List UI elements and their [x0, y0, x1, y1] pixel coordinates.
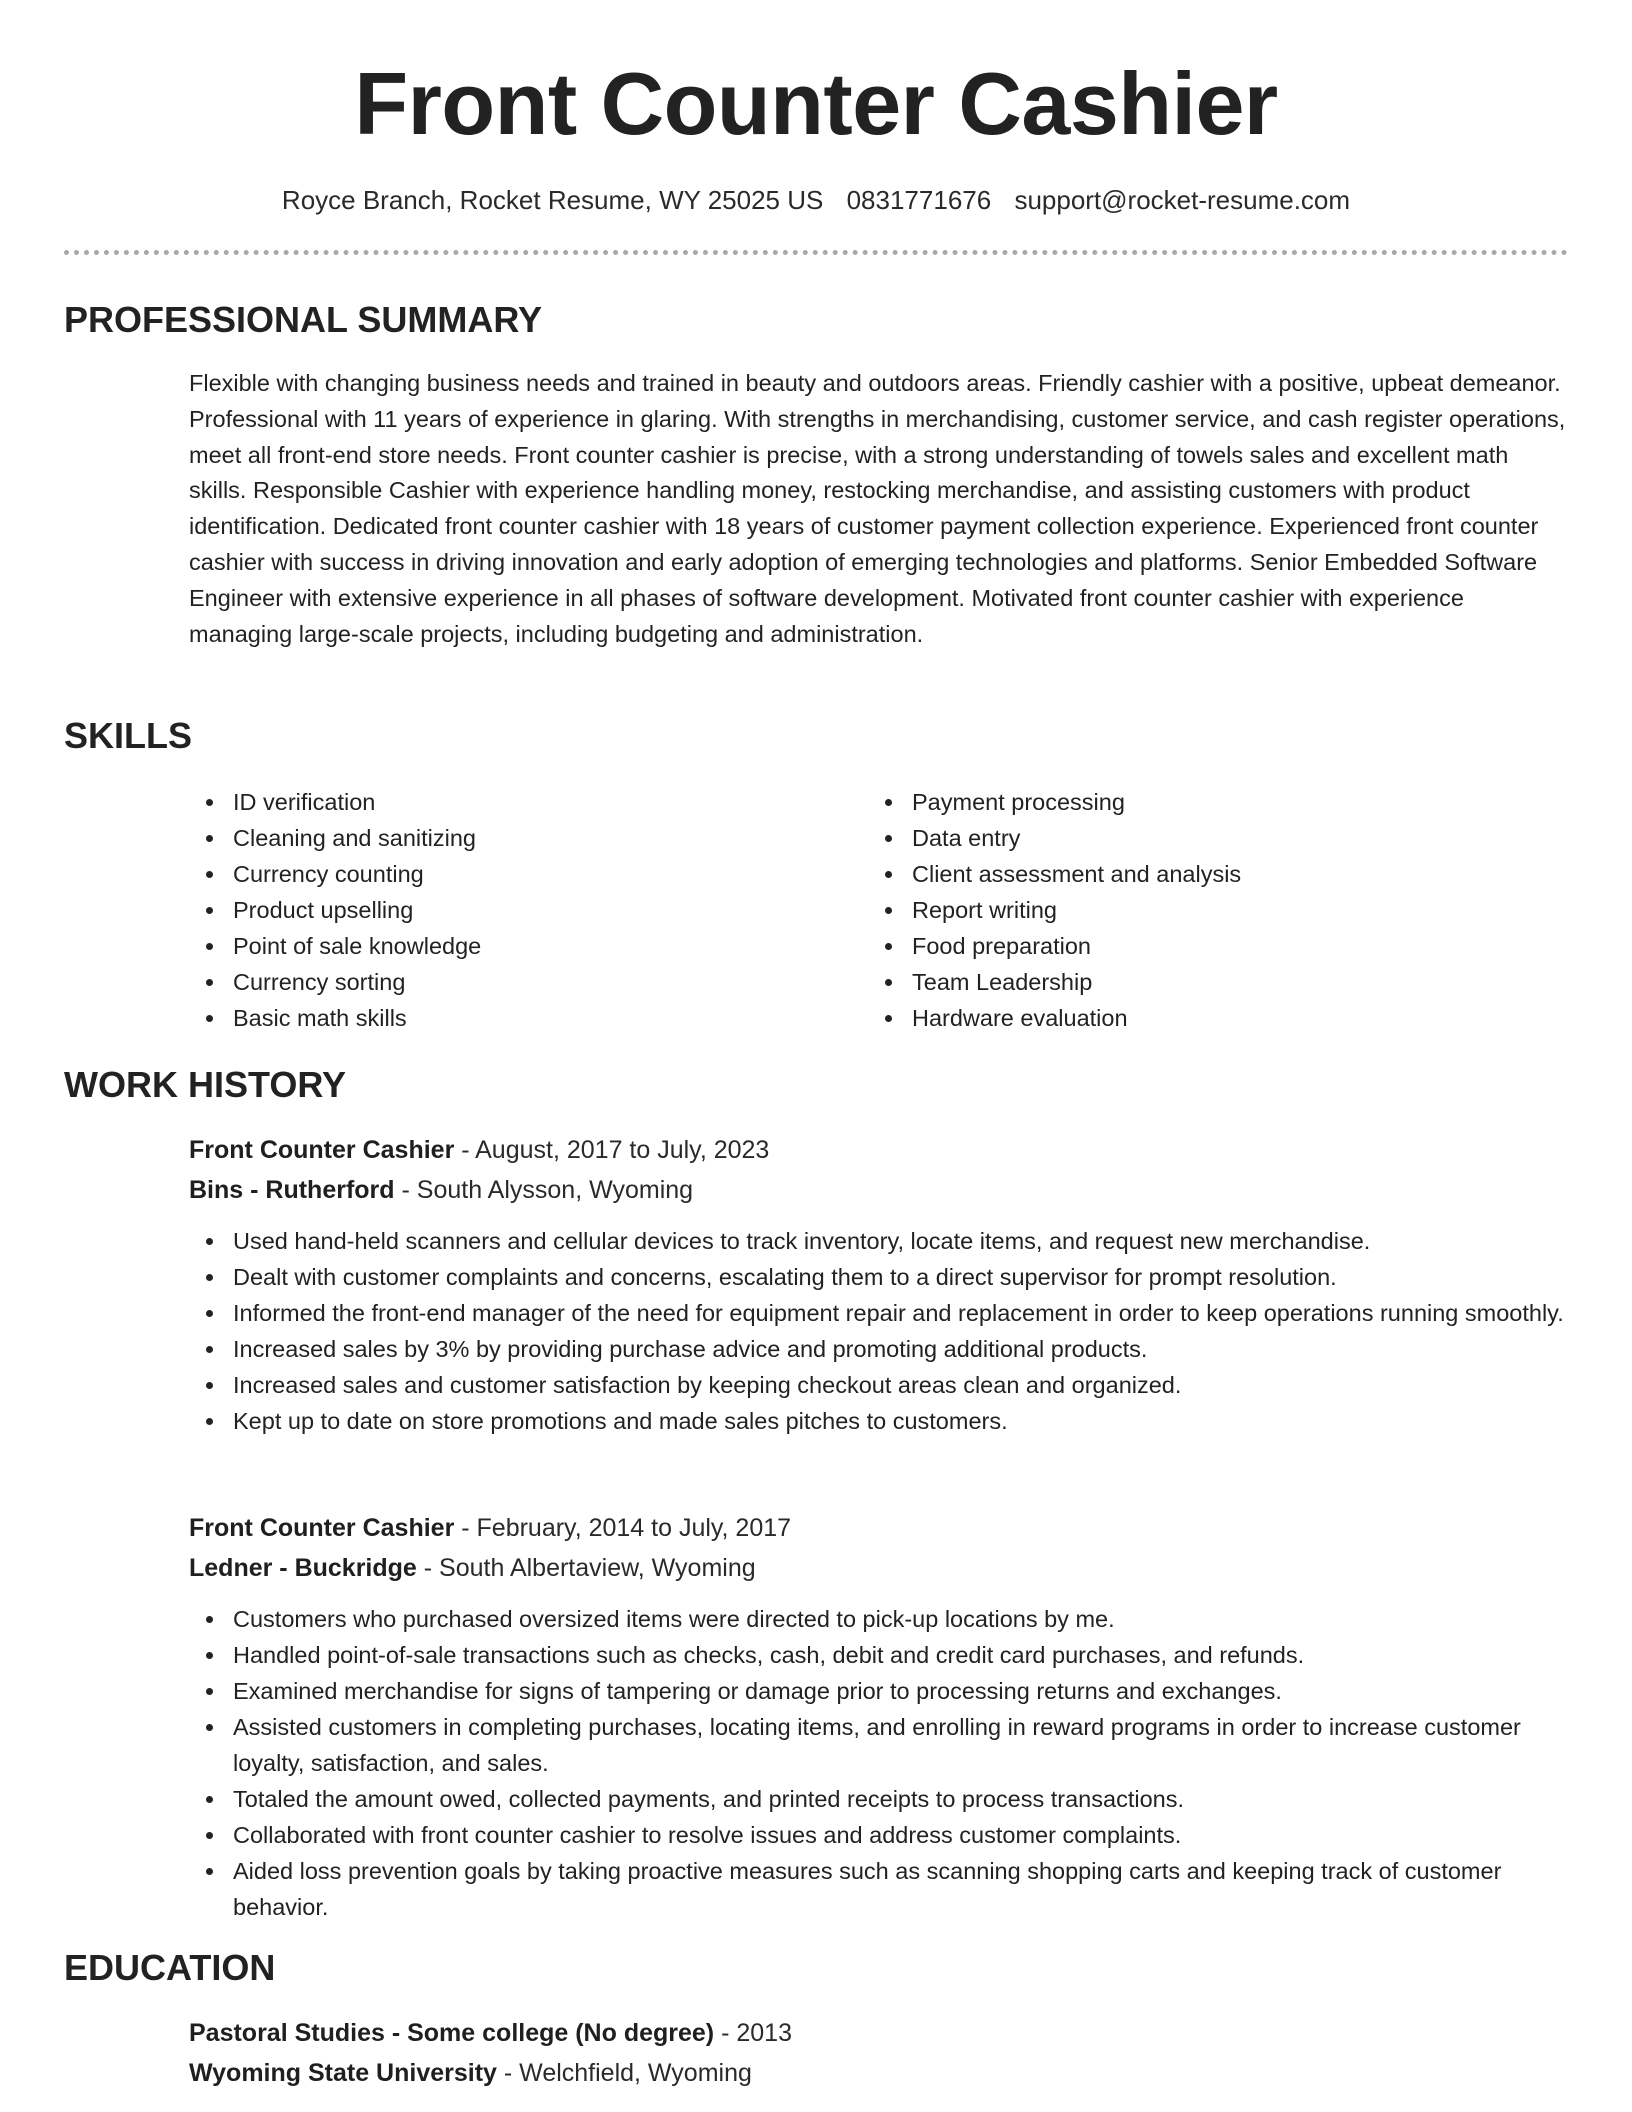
job-dates: - February, 2014 to July, 2017	[454, 1514, 792, 1542]
skill-item: Report writing	[868, 892, 1508, 928]
contact-phone: 0831771676	[846, 185, 992, 215]
job-company-line	[189, 1548, 756, 1588]
job-bullet: Used hand-held scanners and cellular devices to track inventory, locate items, and request new merchandise.	[189, 1223, 1567, 1259]
job-bullet: Kept up to date on store promotions and made sales pitches to customers.	[189, 1403, 1567, 1439]
summary-heading: PROFESSIONAL SUMMARY	[64, 299, 543, 340]
skill-item: Team Leadership	[868, 964, 1508, 1000]
job-bullets	[189, 1601, 1567, 1925]
job-bullet: Increased sales by 3% by providing purchase advice and promoting additional products.	[189, 1331, 1567, 1367]
skill-item: Currency sorting	[189, 964, 829, 1000]
job-bullet: Collaborated with front counter cashier to resolve issues and address customer complaints.	[189, 1817, 1567, 1853]
job-bullet: Aided loss prevention goals by taking proactive measures such as scanning shopping carts and keeping track of customer behavior.	[189, 1853, 1567, 1925]
education-year: - 2013	[714, 2019, 792, 2047]
job-role: Front Counter Cashier	[189, 1136, 455, 1164]
education-heading: EDUCATION	[64, 1947, 276, 1988]
skill-item: Hardware evaluation	[868, 1000, 1508, 1036]
job-bullet: Examined merchandise for signs of tampering or damage prior to processing returns and exchanges.	[189, 1673, 1567, 1709]
header-divider	[64, 250, 1568, 255]
skill-item: Payment processing	[868, 784, 1508, 820]
summary-text: Flexible with changing business needs and trained in beauty and outdoors areas. Friendly cashier with a positive, upbeat demeanor. Professional with 11 years of experience in glaring. With strengths in merchandising, customer service, and cash register operations, meet all front-end store needs. Front counter cashier is precise, with a strong understanding of towels sales and excellent math skills. Responsible Cashier with experience handling money, restocking merchandise, and assisting customers with product identification. Dedicated front counter cashier with 18 years of customer payment collection experience. Experienced front counter cashier with success in driving innovation and early adoption of emerging technologies and platforms. Senior Embedded Software Engineer with extensive experience in all phases of software development. Motivated front counter cashier with experience managing large-scale projects, including budgeting and administration.	[189, 370, 1566, 647]
skills-heading: SKILLS	[64, 715, 193, 756]
skill-item: Point of sale knowledge	[189, 928, 829, 964]
job-bullet: Increased sales and customer satisfaction by keeping checkout areas clean and organized.	[189, 1367, 1567, 1403]
job-role: Front Counter Cashier	[189, 1514, 455, 1542]
education-school: Wyoming State University	[189, 2059, 497, 2087]
job-dates: - August, 2017 to July, 2023	[454, 1136, 770, 1164]
job-bullet: Informed the front-end manager of the need for equipment repair and replacement in order to keep operations running smoothly.	[189, 1295, 1567, 1331]
contact-email[interactable]: support@rocket-resume.com	[1014, 185, 1351, 215]
education-school-line	[189, 2053, 752, 2093]
education-location: - Welchfield, Wyoming	[496, 2059, 752, 2087]
education-degree: Pastoral Studies - Some college (No degree)	[189, 2019, 715, 2047]
skill-item: Product upselling	[189, 892, 829, 928]
skill-item: Food preparation	[868, 928, 1508, 964]
work-history-heading: WORK HISTORY	[64, 1064, 347, 1105]
job-bullet: Totaled the amount owed, collected payments, and printed receipts to process transactions.	[189, 1781, 1567, 1817]
skill-item: Currency counting	[189, 856, 829, 892]
skill-item: Cleaning and sanitizing	[189, 820, 829, 856]
job-bullets	[189, 1223, 1567, 1439]
job-company: Ledner - Buckridge	[189, 1554, 417, 1582]
job-location: - South Albertaview, Wyoming	[416, 1554, 756, 1582]
job-bullet: Dealt with customer complaints and concerns, escalating them to a direct supervisor for prompt resolution.	[189, 1259, 1567, 1295]
job-title-line	[189, 1508, 791, 1548]
skills-list-left	[189, 784, 829, 1036]
contact-address: Royce Branch, Rocket Resume, WY 25025 US	[281, 185, 824, 215]
job-company: Bins - Rutherford	[189, 1176, 395, 1204]
job-company-line	[189, 1170, 693, 1210]
job-location: - South Alysson, Wyoming	[394, 1176, 694, 1204]
skill-item: Data entry	[868, 820, 1508, 856]
resume-name-title: Front Counter Cashier	[354, 54, 1278, 153]
job-bullet: Customers who purchased oversized items were directed to pick-up locations by me.	[189, 1601, 1567, 1637]
skill-item: Client assessment and analysis	[868, 856, 1508, 892]
contact-line	[0, 180, 1632, 220]
skill-item: Basic math skills	[189, 1000, 829, 1036]
skill-item: ID verification	[189, 784, 829, 820]
job-bullet: Handled point-of-sale transactions such as checks, cash, debit and credit card purchases, and refunds.	[189, 1637, 1567, 1673]
job-bullet: Assisted customers in completing purchases, locating items, and enrolling in reward programs in order to increase customer loyalty, satisfaction, and sales.	[189, 1709, 1567, 1781]
skills-list-right	[868, 784, 1508, 1036]
education-degree-line	[189, 2013, 792, 2053]
job-title-line	[189, 1130, 769, 1170]
